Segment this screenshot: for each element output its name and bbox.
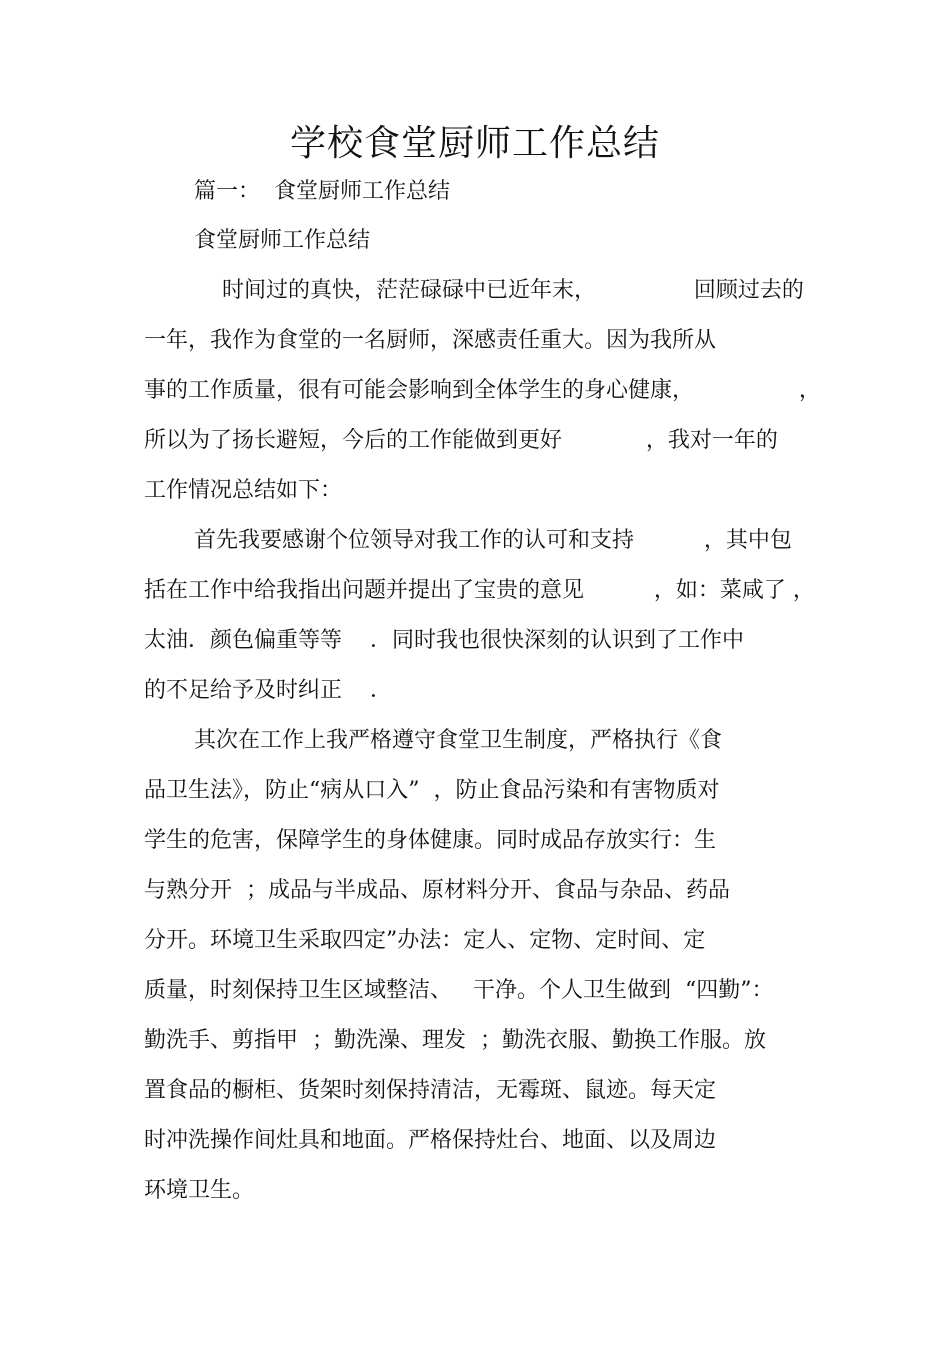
paragraph-line: 与熟分开 ；成品与半成品、原材料分开、食品与杂品、药品	[144, 878, 730, 903]
paragraph-line: 其次在工作上我严格遵守食堂卫生制度，严格执行《食	[194, 728, 723, 753]
paragraph-line: 分开。环境卫生采取四定”办法：定人、定物、定时间、定	[144, 928, 706, 953]
paragraph-line: 太油．颜色偏重等等 ．同时我也很快深刻的认识到了工作中	[144, 628, 744, 653]
paragraph-line: 一年，我作为食堂的一名厨师，深感责任重大。因为我所从	[144, 328, 717, 353]
paragraph-line: 时冲洗操作间灶具和地面。严格保持灶台、地面、以及周边	[144, 1128, 717, 1153]
paragraph-line: 质量，时刻保持卫生区域整洁、 干净。个人卫生做到 “四勤”：	[144, 978, 774, 1003]
paragraph-line: 工作情况总结如下：	[144, 478, 343, 503]
paragraph-line: 学生的危害，保障学生的身体健康。同时成品存放实行：生	[144, 828, 717, 853]
paragraph-line: 的不足给予及时纠正 ．	[144, 678, 392, 703]
subheading: 食堂厨师工作总结	[194, 228, 371, 253]
paragraph-line: 置食品的橱柜、货架时刻保持清洁，无霉斑、鼠迹。每天定	[144, 1078, 717, 1103]
section-heading: 篇一： 食堂厨师工作总结	[194, 179, 450, 204]
paragraph-line: 所以为了扬长避短，今后的工作能做到更好 ，我对一年的	[144, 428, 778, 453]
paragraph-line: 时间过的真快，茫茫碌碌中已近年末， 回顾过去的	[222, 278, 804, 303]
paragraph-line: 事的工作质量，很有可能会影响到全体学生的身心健康， ，	[144, 378, 821, 403]
paragraph-line: 勤洗手、剪指甲 ；勤洗澡、理发 ；勤洗衣服、勤换工作服。放	[144, 1028, 766, 1053]
paragraph-line: 括在工作中给我指出问题并提出了宝贵的意见 ，如：菜咸了 ，	[144, 578, 815, 603]
paragraph-line: 环境卫生。	[144, 1178, 255, 1203]
paragraph-line: 首先我要感谢个位领导对我工作的认可和支持 ，其中包	[194, 528, 792, 553]
document-title: 学校食堂厨师工作总结	[289, 123, 660, 164]
paragraph-line: 品卫生法》，防止“病从口入” ，防止食品污染和有害物质对	[144, 778, 720, 803]
